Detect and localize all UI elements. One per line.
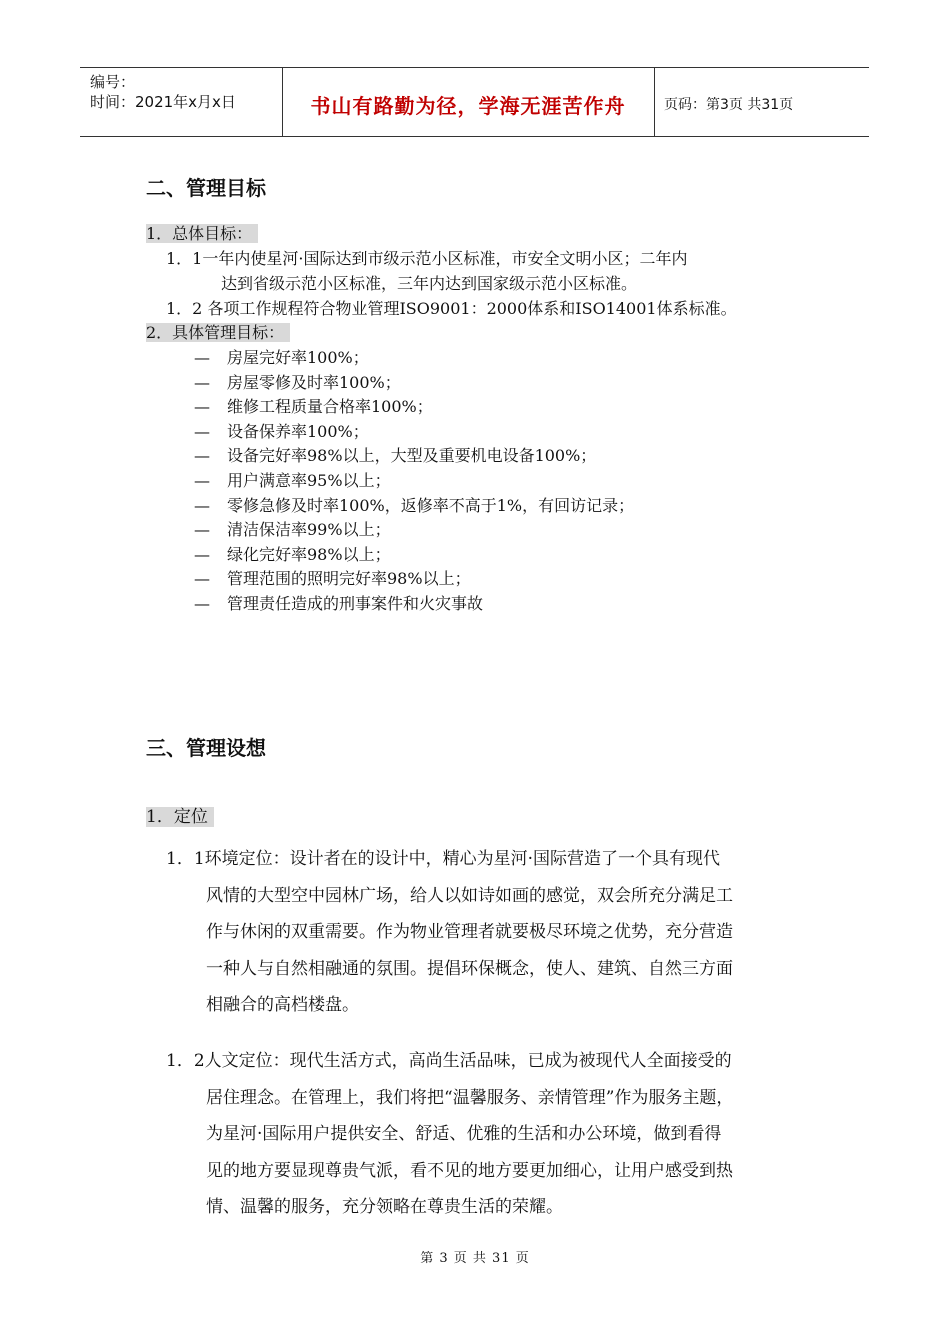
list-dash: —	[194, 544, 210, 564]
goal-1-2: 1．2 各项工作规程符合物业管理ISO9001：2000体系和ISO14001体系标准。	[166, 299, 737, 318]
goal-1-1-line-2: 达到省级示范小区标准，三年内达到国家级示范小区标准。	[221, 274, 638, 293]
environment-paragraph-line: 1．1环境定位：设计者在的设计中，精心为星河·国际营造了一个具有现代	[166, 849, 721, 869]
section-title-management-goals: 二、管理目标	[146, 176, 266, 200]
environment-paragraph-line: 一种人与自然相融通的氛围。提倡环保概念，使人、建筑、自然三方面	[206, 958, 733, 979]
goal-list-item: 清洁保洁率99%以上；	[227, 520, 391, 540]
list-dash: —	[194, 446, 210, 466]
environment-paragraph-line: 作与休闲的双重需要。作为物业管理者就要极尽环境之优势，充分营造	[206, 922, 733, 943]
goal-list-item: 房屋完好率100%；	[227, 348, 369, 367]
list-dash: —	[194, 348, 210, 367]
list-dash: —	[194, 495, 210, 515]
goal-list-item: 管理责任造成的刑事案件和火灾事故	[227, 594, 484, 613]
header-page-info: 页码：第3页 共31页	[664, 97, 794, 113]
goal-list-item: 管理范围的照明完好率98%以上；	[227, 569, 471, 589]
header-divider	[654, 68, 655, 136]
page-header	[80, 67, 869, 137]
goal-list-item: 零修急修及时率100%，返修率不高于1%，有回访记录；	[227, 495, 635, 515]
overall-goals-heading: 1．总体目标：	[146, 222, 258, 246]
goal-1-1-line-1: 1．1一年内使星河·国际达到市级示范小区标准，市安全文明小区；二年内	[166, 249, 688, 268]
header-meta	[90, 72, 236, 112]
page-footer: 第 3 页 共 31 页	[420, 1251, 530, 1266]
cultural-paragraph-line: 情、温馨的服务，充分领略在尊贵生活的荣耀。	[206, 1197, 563, 1218]
goal-list-item: 房屋零修及时率100%；	[227, 372, 401, 392]
goal-list-item: 用户满意率95%以上；	[227, 471, 391, 490]
goal-list-item: 设备保养率100%；	[227, 421, 369, 441]
cultural-paragraph-line: 为星河·国际用户提供安全、舒适、优雅的生活和办公环境，做到看得	[206, 1124, 722, 1145]
list-dash: —	[194, 421, 210, 441]
goal-list-item: 设备完好率98%以上，大型及重要机电设备100%；	[227, 446, 597, 466]
positioning-heading: 1．定位	[146, 805, 214, 829]
list-dash: —	[194, 594, 210, 613]
environment-paragraph-line: 风情的大型空中园林广场，给人以如诗如画的感觉，双会所充分满足工	[206, 885, 733, 906]
cultural-paragraph-line: 1．2人文定位：现代生活方式，高尚生活品味，已成为被现代人全面接受的	[166, 1051, 732, 1071]
header-motto: 书山有路勤为径，学海无涯苦作舟	[310, 94, 626, 118]
goal-list-item: 绿化完好率98%以上；	[227, 544, 391, 564]
cultural-paragraph-line: 居住理念。在管理上，我们将把“温馨服务、亲情管理”作为服务主题，	[206, 1087, 734, 1108]
goal-list-item: 维修工程质量合格率100%；	[227, 397, 433, 417]
cultural-paragraph-line: 见的地方要显现尊贵气派，看不见的地方要更加细心，让用户感受到热	[206, 1160, 733, 1181]
document-number-label: 编号：	[90, 73, 136, 91]
section-title-management-plan: 三、管理设想	[146, 736, 266, 760]
list-dash: —	[194, 471, 210, 490]
list-dash: —	[194, 569, 210, 589]
list-dash: —	[194, 520, 210, 540]
environment-paragraph-line: 相融合的高档楼盘。	[206, 995, 359, 1016]
document-date: 时间：2021年x月x日	[90, 93, 236, 111]
list-dash: —	[194, 397, 210, 417]
specific-goals-heading: 2．具体管理目标：	[146, 321, 290, 345]
list-dash: —	[194, 372, 210, 392]
